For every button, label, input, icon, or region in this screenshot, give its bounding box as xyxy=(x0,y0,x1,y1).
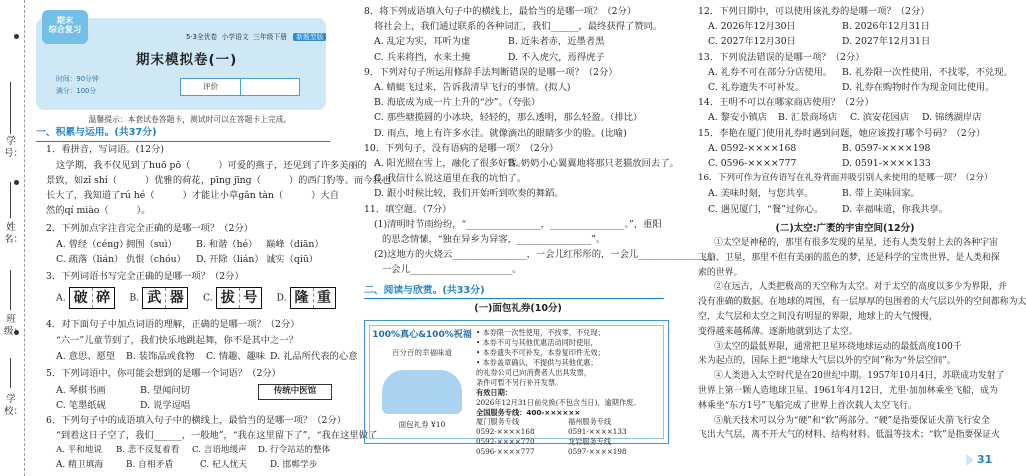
coupon-rule: • 本券遗失不可补发，本券复印件无效； xyxy=(476,347,605,357)
q7-options: A. 精卫填海 B. 自相矛盾 C. 杞人忧天 D. 邯郸学步 xyxy=(56,460,318,470)
q2-stem: 2．下列加点字注音完全正确的是哪一项？（2分） xyxy=(46,223,254,234)
coupon-brand: 100%真心&100%祝福 xyxy=(372,330,472,340)
q3-option-d-word: 隆 重 xyxy=(290,287,336,309)
binding-hole xyxy=(14,34,19,39)
q10-option-d: D. 跟小时候比较，我们开始听到吹奏的舞蹈。 xyxy=(374,188,564,200)
q2-option-c: C. 疏落（lián） 仇恨（chóu） D. 开除（lián） 诚实（qiū） xyxy=(56,254,319,265)
passage-line: ③太空的最低界限，通常把卫星环绕地球运动的最低高度100千 xyxy=(714,341,962,352)
name-line xyxy=(10,182,11,218)
space-passage xyxy=(698,236,1026,443)
page-number: 31 xyxy=(966,452,992,467)
coupon-rule: • 本券不可与其他优惠活动同时使用， xyxy=(476,337,598,347)
coupon-branch-heads: 0592-××××770 龙岩服务专线 xyxy=(476,437,612,447)
q11-line: (1)清明时节雨纷纷，“________________，________________。”，重阳 xyxy=(374,218,662,230)
coupon-rule: • 本券限一次性使用，不找零，不兑现； xyxy=(476,328,605,337)
coupon-slogan: 百分百的幸福味道 xyxy=(392,348,452,358)
coupon-hotline: 全国服务专线：400-×××××× xyxy=(476,407,581,417)
q12-options-ab: A. 2026年12月30日 B. 2026年12月31日 xyxy=(708,21,930,33)
q1-line: 这学期，我不仅见到了huō pō（ ）可爱的燕子，还见到了许多美丽的 xyxy=(56,160,367,171)
q12-stem: 12．下列日期中，可以使用该礼券的是哪一项？（2分） xyxy=(698,6,930,17)
score-box xyxy=(180,78,300,96)
q3-option-a-word: 破 碎 xyxy=(69,287,115,309)
q6-stem: 6．下列句子中的成语填入句子中的横线上，最恰当的是哪一项？（2分） xyxy=(46,415,347,426)
q3-option-d-label: D. xyxy=(276,292,287,304)
bread-coupon xyxy=(364,320,669,457)
binding-strip xyxy=(0,0,30,476)
badge-text: 期末 综合复习 xyxy=(48,15,82,35)
q1-line: 然的qí miào（ ）。 xyxy=(46,205,151,216)
review-badge xyxy=(42,10,88,44)
q15-options-cd: C. 0596-××××777 D. 0591-××××133 xyxy=(708,158,931,170)
coupon-branch-heads: 厦门服务专线 福州服务专线 xyxy=(476,417,612,427)
q8-options-cd: C. 兵来将挡，水来土掩 D. 不入虎穴，焉得虎子 xyxy=(374,51,605,63)
q5-stem: 5．下列词语中，你可能会想到的是哪一个词语？（2分） xyxy=(46,368,281,379)
exam-header xyxy=(36,15,326,110)
right-page xyxy=(678,0,1026,476)
q9-option-b: B. 海底成为成一片上升的“沙”。（夸张） xyxy=(374,97,541,109)
passage-line: ⑤航天技术可以分为“硬”和“软”两部分。“硬”是指要保证火箭飞行安全 xyxy=(714,415,990,426)
q4-options: A. 意思、愿望 B. 装饰品或食物 C. 情趣、趣味 D. 礼品所代表的心意 xyxy=(56,351,358,362)
q12-options-cd: C. 2027年12月30日 D. 2027年12月31日 xyxy=(708,36,931,48)
school-line xyxy=(10,358,11,388)
q9-stem: 9．下列对句子所运用修辞手法判断错误的是哪一项？（2分） xyxy=(364,66,618,78)
school-label: 学校： xyxy=(4,394,24,417)
exam-time: 时间：90分钟 xyxy=(56,75,99,83)
coupon-branch-phones: 0592-××××168 0591-××××133 xyxy=(476,427,627,437)
passage-line: 世界上第一颗人造地球卫星。1961年4月12日，尤里·加加林乘坐飞船，成为 xyxy=(698,386,998,397)
chinese-medicine-sign: 传统中医馆 xyxy=(258,384,332,400)
q13-options-ab: A. 礼券不可在部分分店使用。 B. 礼券限一次性使用，不找零，不兑现。 xyxy=(708,66,1013,78)
grade-name: 三年级下册 xyxy=(253,33,288,41)
q15-options-ab: A. 0592-××××168 B. 0597-××××198 xyxy=(708,142,931,154)
q3-option-b-label: B. xyxy=(129,292,140,304)
coupon-branch-phones: 0596-××××777 0597-××××198 xyxy=(476,447,627,457)
q3-option-c-word: 拔 号 xyxy=(216,287,262,309)
q3-option-b-word: 武 器 xyxy=(142,287,188,309)
passage-line: 变得越来越稀薄。逐渐地就到达了太空。 xyxy=(698,326,858,337)
q11-stem: 11．填空题。（7分） xyxy=(364,203,452,215)
q1-stem: 1．看拼音，写词语。(12分) xyxy=(46,144,164,155)
passage-line: 没有准确的数据。在地球的周围，有一层厚厚的包围着的大气层以外的空间都称为太 xyxy=(698,297,1026,308)
q9-option-d: D. 雨点，地上有许多水洼。就像滴出的眼睛多少的脸。(比喻) xyxy=(374,127,627,139)
subject-name: 小学语文 xyxy=(221,33,249,41)
coupon-left-panel xyxy=(372,328,472,436)
q2-option-a: A. 曾经（céng）拥围（suì） B. 和谐（hé） 巅峰（diān） xyxy=(56,239,324,250)
q1-line: 长大了，我知道了rú hé（ ）才能让小草gǎn tàn（ ）大自 xyxy=(46,190,340,201)
binding-hole xyxy=(14,180,19,185)
q4-stem: 4．对下面句子中加点词语的理解，正确的是哪一项？（2分） xyxy=(46,319,300,330)
reading-1-title: (一)面包礼券(10分) xyxy=(474,302,562,314)
q16-stem: 16．下列可作为宣传语写在礼券背面并吸引别人来使用的是哪一项？（2分） xyxy=(698,173,993,184)
passage-line: ④人类进入太空时代是在20世纪中期。1957年10月4日，苏联成功发射了 xyxy=(714,371,1005,382)
class-line xyxy=(10,270,11,310)
section-1-title: 一、积累与运用。(共37分) xyxy=(36,126,330,144)
q6-options: A. 平和地说 B. 悲不反复着看 C. 言语地缓声 D. 行令站站的整体 xyxy=(56,445,331,455)
exam-tip: 温馨提示：本套试卷答题卡，测试时可以在答题卡上完成。 xyxy=(88,115,292,124)
exam-full-score: 满分：100分 xyxy=(56,86,97,95)
student-id-label: 学号： xyxy=(4,136,24,159)
q9-option-c: C. 那些塘揽圆的小冰块，轻轻的，那么透明，那么轻盈。（排比） xyxy=(374,112,643,124)
q11-line: (2)这地方的火烧云________________，一会儿红彤彤的，一会儿________________， xyxy=(374,249,722,261)
class-label: 班级： xyxy=(4,314,24,337)
q13-options-cd: C. 礼券遗失不可补发。 D. 礼券在购物时作为现金同比使用。 xyxy=(708,82,995,94)
q8-options-ab: A. 乱定为实，耳听为虚 B. 近朱者赤，近墨者黑 xyxy=(374,36,605,48)
binding-cut-line xyxy=(24,0,25,476)
coupon-inner-frame xyxy=(369,325,664,457)
left-page xyxy=(0,0,392,476)
q5-option-c: C. 笔墨纸砚 D. 说学逗唱 xyxy=(56,400,191,411)
q3-stem: 3．下列词语书写完全正确的是哪一项？（2分） xyxy=(46,271,244,282)
score-label: 评价 xyxy=(181,79,241,95)
q14-options: A. 黎安小镇店 B. 汇景商场店 C. 滨安花园店 D. 锦绣湖岸店 xyxy=(708,112,982,124)
coupon-rule: • 本券盖章确认，不提供与其他优惠； xyxy=(476,357,598,367)
series-name: 5·3全优卷 xyxy=(186,33,218,41)
passage-line: 飞出大气层，离不开大气的材料、结构材料、低温等技术；“软”是指要保证火 xyxy=(698,430,1000,441)
q13-stem: 13．下列说法错误的是哪一项？（2分） xyxy=(698,51,865,63)
q9-option-a: A. 蜻蜓飞过来，告诉我清早飞行的事情。(拟人) xyxy=(374,82,571,94)
q15-stem: 15．李艳在厦门使用礼券时遇到问题，她应该拨打哪个号码？（2分） xyxy=(698,127,986,139)
q8-sentence: 将社会上，我们通过联系的各种词汇，我们______，最终获得了赞同。 xyxy=(374,21,663,33)
bread-illustration xyxy=(382,370,462,414)
passage-line: 空，太气层和太空之间没有明显的界限，地球上的大气慢慢， xyxy=(698,312,938,323)
q10-options-ab: A. 阳光照在雪上，融化了很多好雪。B. 奶奶小心翼翼地将那只老猫放回去了。 xyxy=(374,158,679,170)
q3-option-c-label: C. xyxy=(202,292,213,304)
exam-title: 期末模拟卷(一) xyxy=(136,52,238,68)
new-edition-tag: 新题型版 xyxy=(293,33,326,41)
coupon-valid-date: 2026年12月31日前兑换(不包含当日)，逾期作废。 xyxy=(476,397,641,407)
coupon-valid-label: 有效日期： xyxy=(476,387,512,397)
passage-line: 索的世界。 xyxy=(698,267,743,278)
q8-stem: 8．将下列成语填入句子中的横线上，最恰当的是哪一项？（2分） xyxy=(364,6,637,17)
coupon-rule: 条件可暂不另行补开发票。 xyxy=(476,377,563,387)
passage-line: 飞船、卫星，那里不但有美丽的蓝色的梦，还是科学的宝贵世界，是人类和探 xyxy=(698,252,1000,263)
coupon-rule: 的礼券公司已向消费者人出具发票， xyxy=(476,367,592,377)
q16-options-ab: A. 美味时刻，与您共享。 B. 带上美味回家。 xyxy=(708,188,920,200)
q1-line: 景致，如zǐ shí（ ）优雅的荷花，pīng jīng（ ）的西门豹等。而今我也 xyxy=(46,175,392,186)
passage-line: ①太空是神秘的，那里有很多发现的星星，还有人类发射上去的各种宇宙 xyxy=(714,238,999,249)
q14-stem: 14．王明不可以在哪家商店使用？（2分） xyxy=(698,97,874,109)
student-id-line xyxy=(10,82,11,134)
reading-2-title: (二)太空:广袤的宇宙空间(12分) xyxy=(775,222,915,234)
q3-options xyxy=(56,287,336,309)
passage-line: 米为起点的，国际上把“地球大气层以外的空间”称为“外层空间”。 xyxy=(698,356,956,367)
passage-line: 林乘坐“东方1号”飞船完成了世界上首次载人太空飞行。 xyxy=(698,400,917,411)
coupon-rules xyxy=(476,328,662,457)
q4-sentence: “六一”儿童节到了，我们快乐地跳起舞，你不是其中之一？ xyxy=(56,335,298,346)
q10-option-c: C. 我信什么说这道里在我的坑怕了。 xyxy=(374,173,527,185)
exam-info xyxy=(56,74,99,98)
coupon-value: 面包礼券 ¥10 xyxy=(398,419,446,429)
q11-line: 一会儿______________________。 xyxy=(382,264,522,276)
q6-sentence: “到着这日子空了，我们______，一般地”，“我在这里留下了”，“我在这里做了 xyxy=(56,430,378,441)
q10-stem: 10．下列句子，没有语病的是哪一项？（2分） xyxy=(364,142,559,154)
book-meta xyxy=(186,32,326,42)
passage-line: ②在远古，人类把极高的天空称为太空。对于太空的高度以多少为界限，并 xyxy=(714,282,1007,293)
q11-line: 的思念情愫，“独在异乡为异客，________________”。 xyxy=(382,234,606,246)
q3-option-a-label: A. xyxy=(56,292,66,304)
q5-option-a: A. 琴棋书画 B. 望闻问切 xyxy=(56,385,190,396)
q16-options-cd: C. 遇见厦门，“餐”过你心。 D. 幸福味道，你我共享。 xyxy=(708,203,949,215)
name-label: 姓名： xyxy=(4,222,24,245)
section-2-title: 二、阅读与欣赏。(共33分) xyxy=(364,283,672,299)
